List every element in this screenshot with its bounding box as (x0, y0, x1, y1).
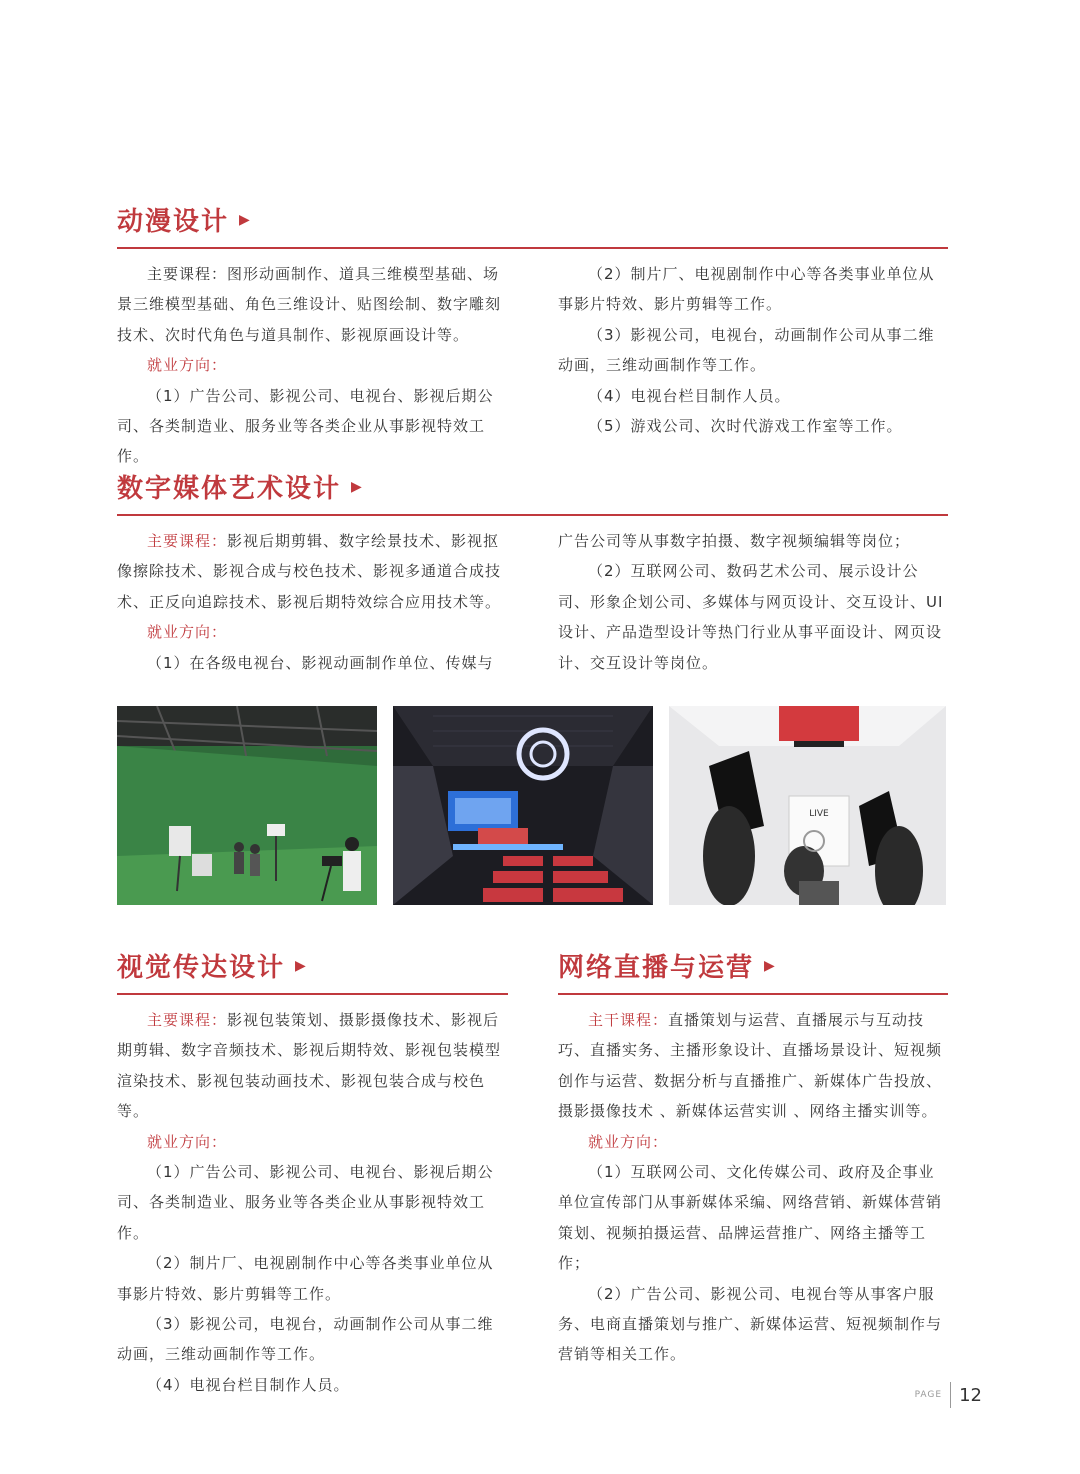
job-item: （1）互联网公司、文化传媒公司、政府及企事业单位宣传部门从事新媒体采编、网络营销、新媒体营销策划、视频拍摄运营、品牌运营推广、网络主播等工作； (558, 1163, 943, 1273)
job-item: （2）广告公司、影视公司、电视台等从事客户服务、电商直播策划与推广、新媒体运营、短视频制作与营销等相关工作。 (558, 1284, 943, 1364)
section-digital-media-left (117, 526, 508, 678)
triangle-right-icon: ▶ (764, 957, 777, 974)
triangle-right-icon: ▶ (295, 957, 308, 974)
footer-divider (950, 1382, 951, 1408)
job-item-continued: 广告公司等从事数字拍摄、数字视频编辑等岗位； (558, 532, 911, 550)
job-item: （1）广告公司、影视公司、电视台、影视后期公司、各类制造业、服务业等各类企业从事影视特效工作。 (117, 386, 494, 466)
section-animation-left (117, 259, 508, 472)
section-animation-right (558, 259, 949, 441)
section-divider (117, 247, 948, 249)
photo-live-stream-room (669, 706, 946, 905)
page-footer (915, 1380, 982, 1410)
job-item: （4）电视台栏目制作人员。 (588, 386, 791, 405)
job-item: （2）制片厂、电视剧制作中心等各类事业单位从事影片特效、影片剪辑等工作。 (558, 265, 935, 314)
course-paragraph (117, 1005, 508, 1127)
job-label: 就业方向： (147, 356, 228, 375)
section-title-digital-media (117, 469, 364, 509)
section-title-text: 动漫设计 (117, 207, 230, 237)
section-divider (117, 514, 948, 516)
section-title-text: 数字媒体艺术设计 (117, 474, 342, 504)
course-paragraph: 主要课程：图形动画制作、道具三维模型基础、场景三维模型基础、角色三维设计、贴图绘制、数字雕刻技术、次时代角色与道具制作、影视原画设计等。 (117, 265, 502, 344)
course-paragraph (117, 526, 508, 617)
job-label: 就业方向： (588, 1132, 669, 1151)
job-label: 就业方向： (147, 1132, 228, 1151)
job-item: （1）在各级电视台、影视动画制作单位、传媒与 (147, 653, 494, 672)
course-paragraph (558, 1005, 949, 1127)
section-title-animation (117, 202, 252, 242)
section-divider (558, 993, 948, 995)
job-item: （3）影视公司，电视台，动画制作公司从事二维动画，三维动画制作等工作。 (558, 325, 935, 375)
course-label: 主干课程： (588, 1011, 669, 1029)
course-label: 主要课程： (147, 1011, 228, 1029)
job-item: （1）广告公司、影视公司、电视台、影视后期公司、各类制造业、服务业等各类企业从事影视特效工作。 (117, 1163, 494, 1242)
triangle-right-icon: ▶ (351, 478, 364, 495)
photo-auditorium (393, 706, 653, 905)
job-item: （2）互联网公司、数码艺术公司、展示设计公司、形象企划公司、多媒体与网页设计、交互设计、UI 设计、产品造型设计等热门行业从事平面设计、网页设计、交互设计等岗位。 (558, 562, 944, 672)
course-text: 影视包装策划、摄影摄像技术、影视后期剪辑、数字音频技术、影视后期特效、影视包装模型渲染技术、影视包装动画技术、影视包装合成与校色等。 (117, 1011, 502, 1121)
photo-green-screen-studio (117, 706, 377, 905)
section-title-live-streaming (558, 948, 777, 988)
course-label: 主要课程： (147, 532, 228, 550)
job-item: （4）电视台栏目制作人员。 (147, 1375, 350, 1394)
job-item: （3）影视公司，电视台，动画制作公司从事二维动画，三维动画制作等工作。 (117, 1315, 494, 1364)
course-text: 直播策划与运营、直播展示与互动技巧、直播实务、主播形象设计、直播场景设计、短视频创作与运营、数据分析与直播推广、新媒体广告投放、摄影摄像技术 、新媒体运营实训 、网络主播实训等。 (558, 1011, 943, 1121)
section-live-streaming-body (558, 1005, 949, 1370)
course-text: 影视后期剪辑、数字绘景技术、影视抠像擦除技术、影视合成与校色技术、影视多通道合成技术、正反向追踪技术、影视后期特效综合应用技术等。 (117, 532, 502, 611)
section-title-text: 网络直播与运营 (558, 953, 755, 983)
page-number: 12 (959, 1384, 982, 1406)
section-title-visual-comm (117, 948, 308, 988)
page-label: PAGE (914, 1390, 943, 1400)
section-divider (117, 993, 508, 995)
section-visual-comm-body (117, 1005, 508, 1400)
job-item: （2）制片厂、电视剧制作中心等各类事业单位从事影片特效、影片剪辑等工作。 (117, 1254, 494, 1303)
triangle-right-icon: ▶ (239, 211, 252, 228)
job-item: （5）游戏公司、次时代游戏工作室等工作。 (588, 417, 903, 436)
job-label: 就业方向： (147, 623, 228, 642)
live-sign-text: LIVE (809, 809, 829, 819)
section-title-text: 视觉传达设计 (117, 953, 286, 983)
section-digital-media-right (558, 526, 949, 678)
